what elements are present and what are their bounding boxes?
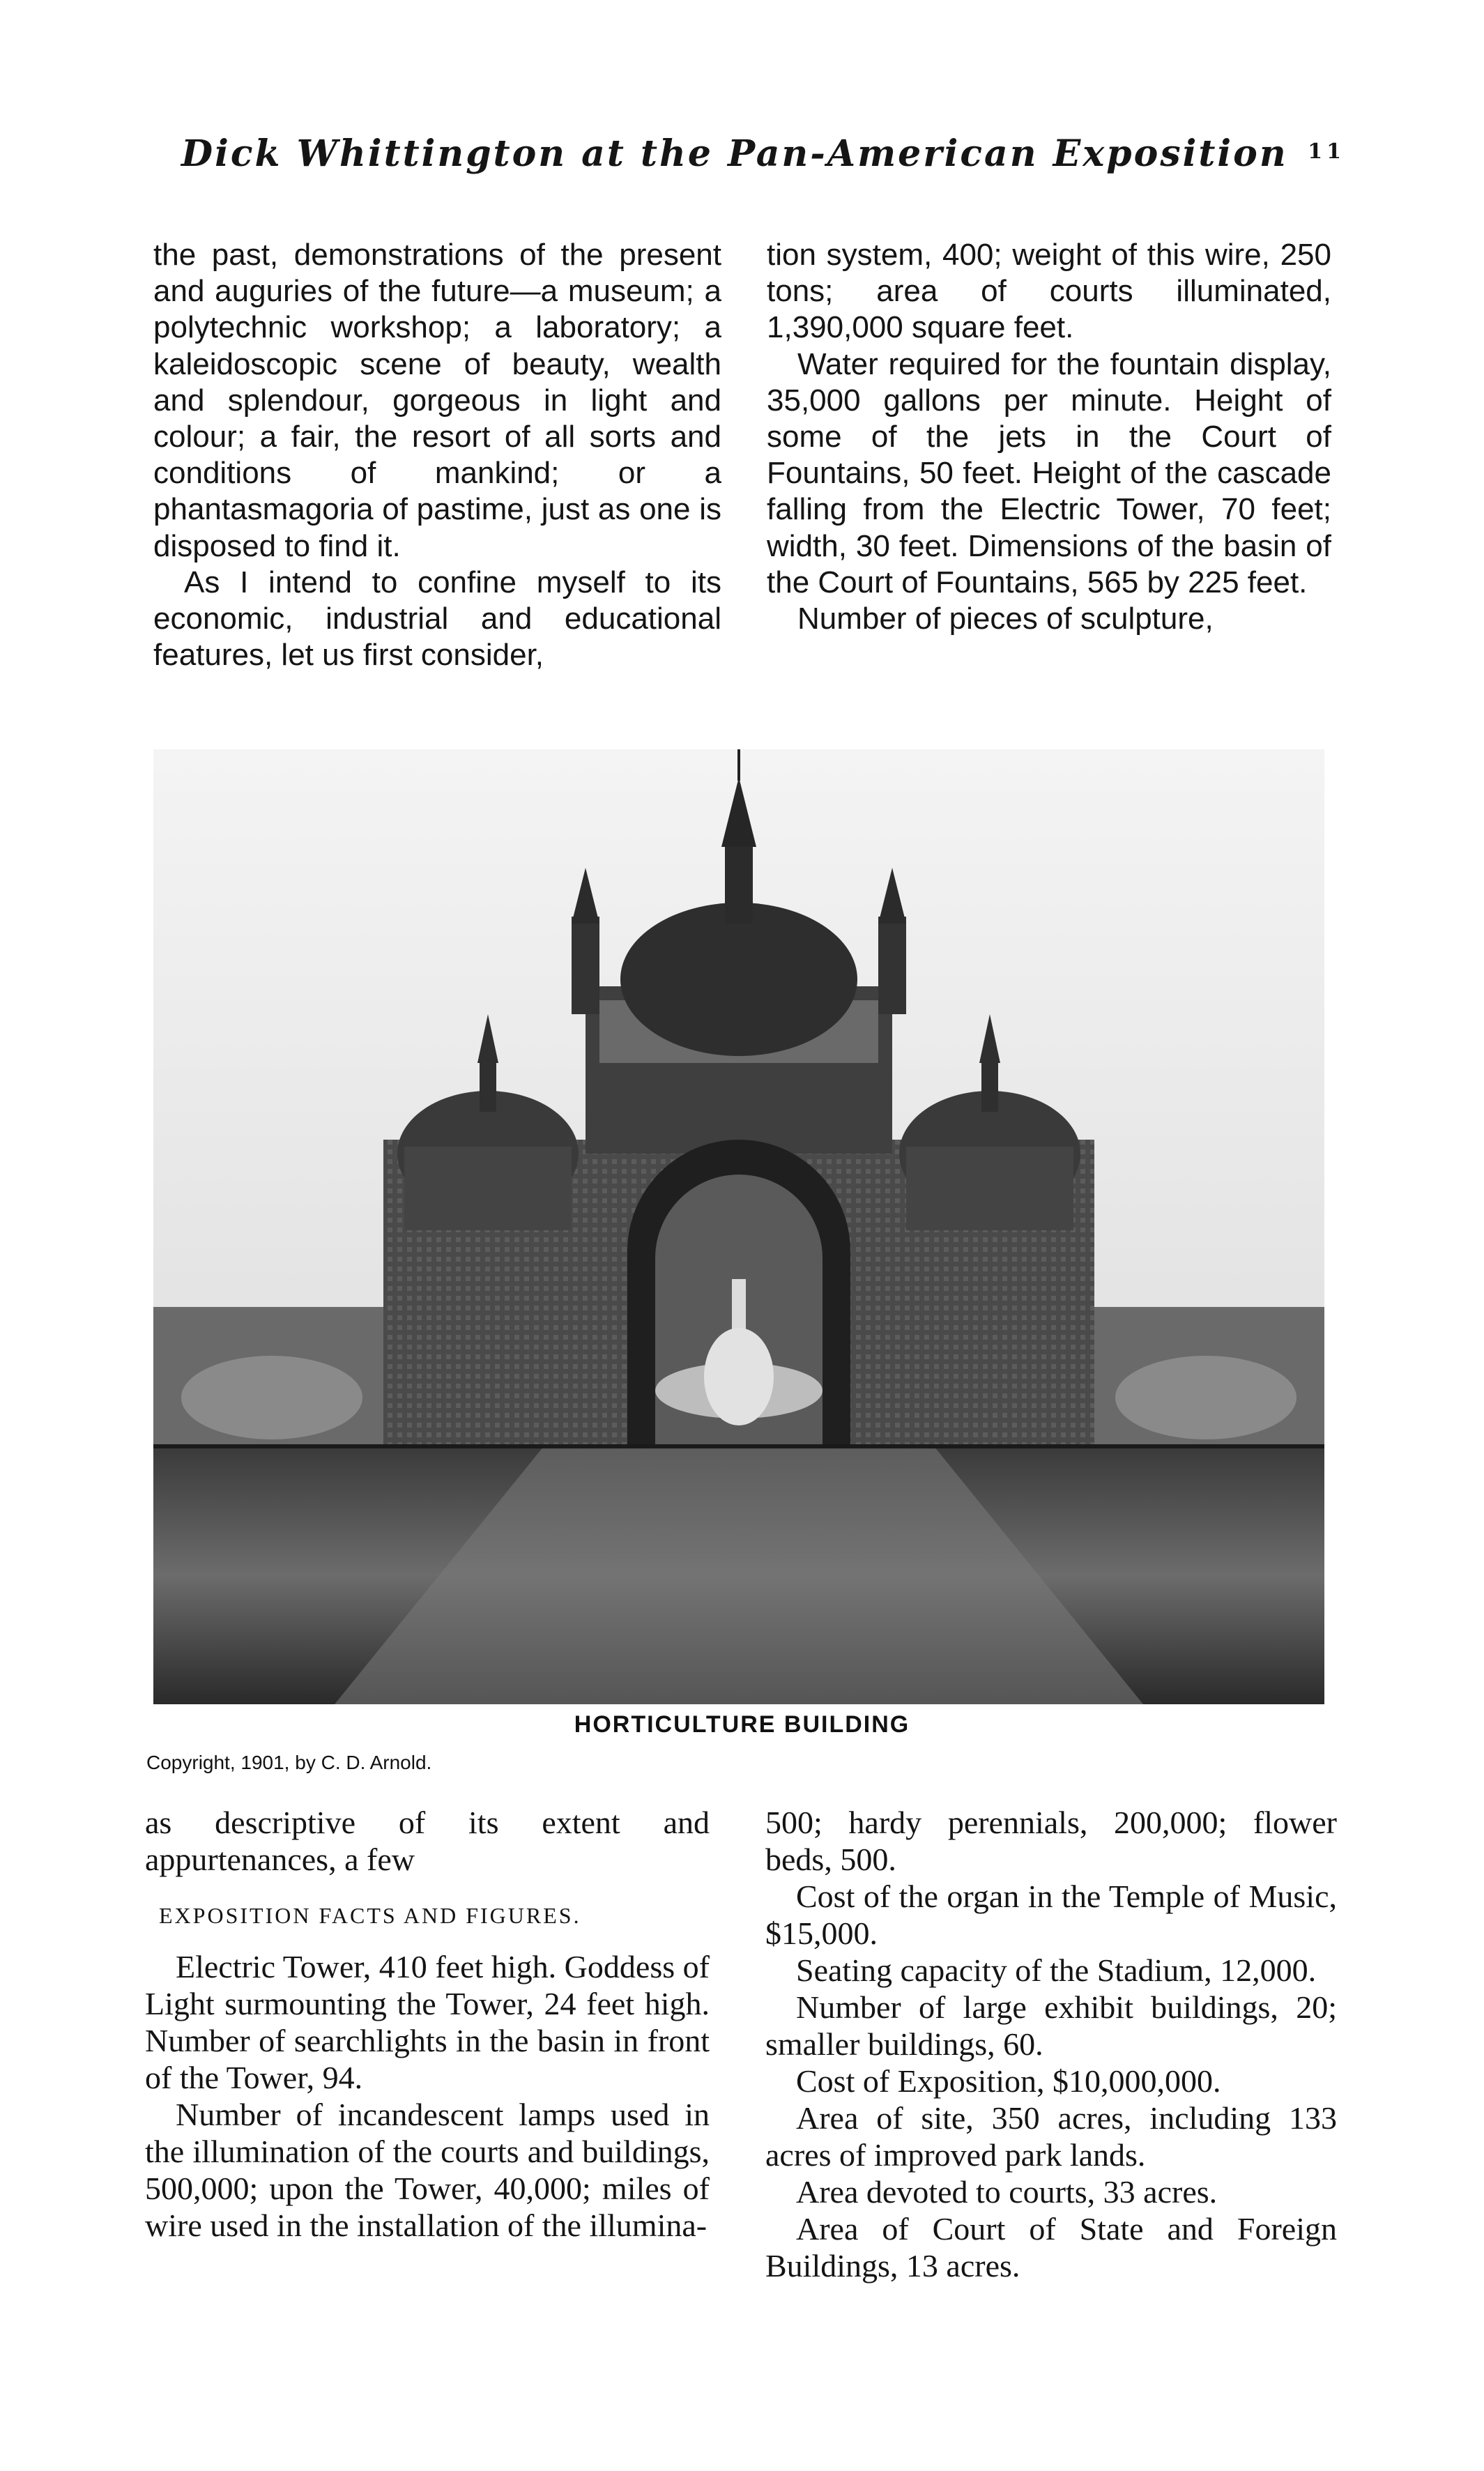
paragraph: Number of incandescent lamps used in the illumination of the courts and buildings, 500,000; upon the Tower, 40,000; miles of wire used in the installation of the illumina- — [145, 2097, 710, 2243]
column-bottom-left — [145, 1804, 710, 2244]
paragraph: Number of large exhibit buildings, 20; smaller buildings, 60. — [765, 1989, 1337, 2062]
paragraph: Number of pieces of sculpture, — [797, 602, 1214, 636]
column-top-right — [767, 237, 1331, 637]
paragraph: as descriptive of its extent and appurtenances, a few — [145, 1805, 710, 1877]
paragraph: 500; hardy perennials, 200,000; flower beds, 500. — [765, 1805, 1337, 1877]
figure-caption: HORTICULTURE BUILDING — [574, 1711, 910, 1738]
paragraph: Water required for the fountain display, 35,000 gallons per minute. Height of some of the jets in the Court of Fountains, 50 feet. Height of the cascade falling from the Electric Tower, 70 feet; width, 30 feet. Dimensions of the basin of the Court of Fountains, 565 by 225 feet. — [767, 346, 1331, 599]
paragraph: Electric Tower, 410 feet high. Goddess of Light surmounting the Tower, 24 feet high. Number of searchlights in the basin in front of the Tower, 94. — [145, 1949, 710, 2095]
horticulture-building-photo — [153, 749, 1324, 1704]
paragraph: Area of site, 350 acres, including 133 acres of improved park lands. — [765, 2100, 1337, 2173]
paragraph: Area devoted to courts, 33 acres. — [796, 2174, 1218, 2210]
paragraph: As I intend to confine myself to its economic, industrial and educational features, let us first consider, — [153, 565, 721, 673]
page-number: 11 — [1308, 139, 1345, 164]
paragraph: Seating capacity of the Stadium, 12,000. — [796, 1952, 1317, 1988]
figure-copyright: Copyright, 1901, by C. D. Arnold. — [146, 1752, 432, 1773]
paragraph: the past, demonstrations of the present and auguries of the future—a museum; a polytechnic workshop; a laboratory; a kaleidoscopic scene of beauty, wealth and splendour, gorgeous in light and colour; a fair, the resort of all sorts and conditions of mankind; or a phantasmagoria of pastime, just as one is disposed to find it. — [153, 238, 721, 563]
header-title: Dick Whittington at the Pan-American Exposition — [181, 132, 1288, 175]
paragraph: Area of Court of State and Foreign Buildings, 13 acres. — [765, 2211, 1337, 2283]
column-bottom-right — [765, 1804, 1337, 2284]
paragraph: Cost of Exposition, $10,000,000. — [796, 2063, 1221, 2099]
running-header — [181, 132, 1345, 195]
section-subhead: EXPOSITION FACTS AND FIGURES. — [159, 1903, 581, 1928]
paragraph: tion system, 400; weight of this wire, 250 tons; area of courts illuminated, 1,390,000 square feet. — [767, 238, 1331, 345]
paragraph: Cost of the organ in the Temple of Music, $15,000. — [765, 1879, 1337, 1951]
column-top-left — [153, 237, 721, 673]
